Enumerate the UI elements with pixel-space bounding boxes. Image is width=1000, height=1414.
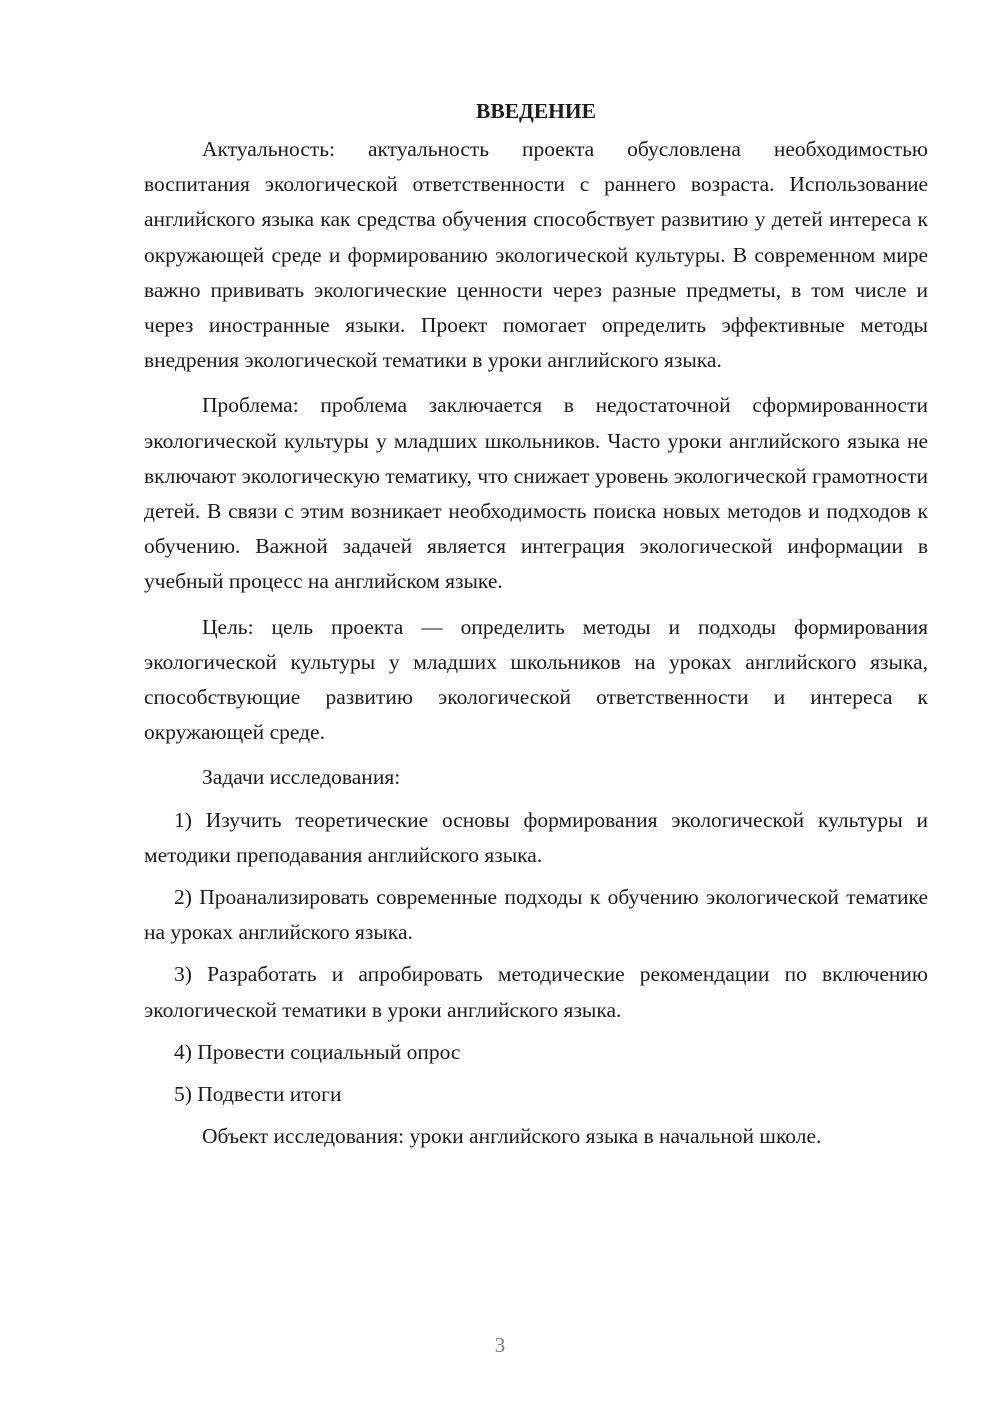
task-item-5: 5) Подвести итоги <box>174 1082 342 1107</box>
page-number: 3 <box>494 1333 506 1357</box>
task-item-4: 4) Провести социальный опрос <box>174 1039 461 1064</box>
problem-paragraph: Проблема: проблема заключается в недостаточной сформированности экологической культуры у младших школьников. Часто уроки английского языка не включают экологическую тематику, что снижает уровень экологической грамотности детей. В связи с этим возникает необходимость поиска новых методов и подходов к обучению. Важной задачей является интеграция экологической информации в учебный процесс на английском языке. <box>144 393 928 594</box>
goal-paragraph: Цель: цель проекта — определить методы и подходы формирования экологической культуры у младших школьников на уроках английского языка, способствующие развитию экологической ответственности и интереса к окружающей среде. <box>144 614 928 745</box>
task-item-1: 1) Изучить теоретические основы формирования экологической культуры и методики преподавания английского языка. <box>144 807 928 867</box>
object-paragraph: Объект исследования: уроки английского языка в начальной школе. <box>202 1124 822 1149</box>
task-item-2: 2) Проанализировать современные подходы к обучению экологической тематике на уроках английского языка. <box>144 885 928 945</box>
tasks-heading: Задачи исследования: <box>202 765 401 790</box>
page-title: ВВЕДЕНИЕ <box>476 99 596 123</box>
document-page <box>144 94 928 1154</box>
relevance-paragraph: Актуальность: актуальность проекта обусловлена необходимостью воспитания экологической ответственности с раннего возраста. Использование английского языка как средства обучения способствует развитию у детей интереса к окружающей среде и формированию экологической культуры. В современном мире важно прививать экологические ценности через разные предметы, в том числе и через иностранные языки. Проект помогает определить эффективные методы внедрения экологической тематики в уроки английского языка. <box>144 137 928 373</box>
task-item-3: 3) Разработать и апробировать методические рекомендации по включению экологической тематики в уроки английского языка. <box>144 962 928 1022</box>
